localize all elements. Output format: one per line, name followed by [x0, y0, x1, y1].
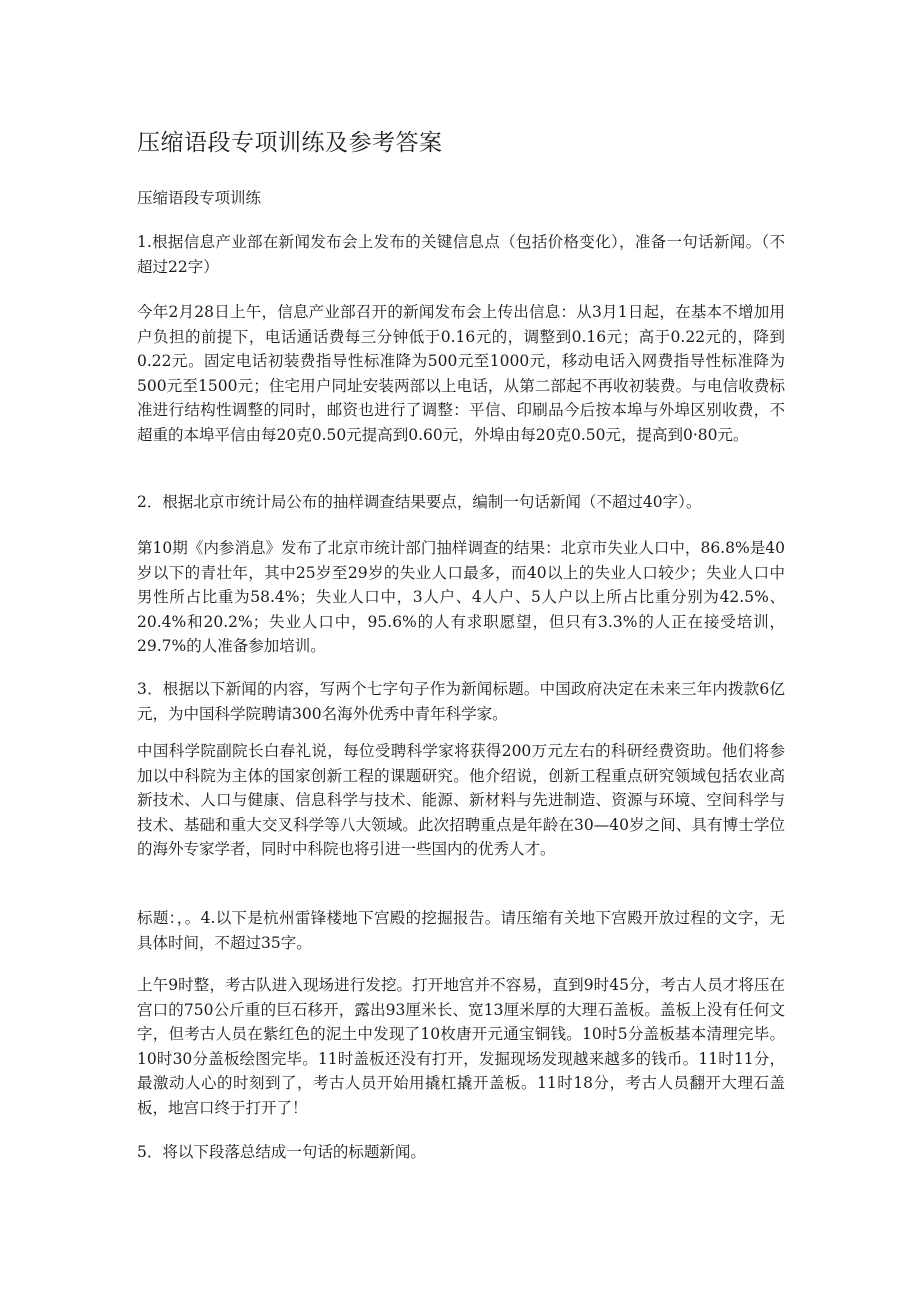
- document-title: 压缩语段专项训练及参考答案: [137, 130, 443, 156]
- question-2: 2．根据北京市统计局公布的抽样调查结果要点，编制一句话新闻（不超过40字）。: [137, 493, 702, 511]
- question-1: 1.根据信息产业部在新闻发布会上发布的关键信息点（包括价格变化），准备一句话新闻。（不超过22字）: [137, 233, 785, 276]
- passage-3: 中国科学院副院长白春礼说，每位受聘科学家将获得200万元左右的科研经费资助。他们将参加以中科院为主体的国家创新工程的课题研究。他介绍说，创新工程重点研究领域包括农业高新技术、人口与健康、信息科学与技术、能源、新材料与先进制造、资源与环境、空间科学与技术、基础和重大交叉科学等八大领域。此次招聘重点是年龄在30—40岁之间、具有博士学位的海外专家学者，同时中科院也将引进一些国内的优秀人才。: [137, 742, 785, 858]
- section-subtitle: 压缩语段专项训练: [137, 189, 262, 207]
- question-3: 3．根据以下新闻的内容，写两个七字句子作为新闻标题。中国政府决定在未来三年内拨款6亿元，为中国科学院聘请300名海外优秀中青年科学家。: [137, 680, 785, 723]
- passage-1: 今年2月28日上午，信息产业部召开的新闻发布会上传出信息：从3月1日起，在基本不增加用户负担的前提下，电话通话费每三分钟低于0.16元的，调整到0.16元；高于0.22元的，降到0.22元。固定电话初装费指导性标准降为500元至1000元，移动电话入网费指导性标准降为500元至1500元；住宅用户同址安装两部以上电话，从第二部起不再收初装费。与电信收费标准进行结构性调整的同时，邮资也进行了调整：平信、印刷品今后按本埠与外埠区别收费，不超重的本埠平信由每20克0.50元提高到0.60元，外埠由每20克0.50元，提高到0·80元。: [137, 303, 785, 444]
- question-4: 标题：，。4.以下是杭州雷锋楼地下宫殿的挖掘报告。请压缩有关地下宫殿开放过程的文字，无具体时间，不超过35字。: [137, 909, 785, 952]
- passage-4: 上午9时整，考古队进入现场进行发挖。打开地宫并不容易，直到9时45分，考古人员才将压在宫口的750公斤重的巨石移开，露出93厘米长、宽13厘米厚的大理石盖板。盖板上没有任何文字，但考古人员在紫红色的泥土中发现了10枚唐开元通宝铜钱。10时5分盖板基本清理完毕。10时30分盖板绘图完毕。11时盖板还没有打开，发掘现场发现越来越多的钱币。11时11分，最激动人心的时刻到了，考古人员开始用撬杠撬开盖板。11时18分，考古人员翻开大理石盖板，地宫口终于打开了！: [137, 976, 785, 1117]
- question-5: 5．将以下段落总结成一句话的标题新闻。: [137, 1143, 426, 1161]
- passage-2: 第10期《内参消息》发布了北京市统计部门抽样调查的结果：北京市失业人口中，86.8%是40岁以下的青壮年，其中25岁至29岁的失业人口最多，而40以上的失业人口较少；失业人口中男性所占比重为58.4%；失业人口中，3人户、4人户、5人户以上所占比重分别为42.5%、20.4%和20.2%；失业人口中，95.6%的人有求职愿望，但只有3.3%的人正在接受培训，29.7%的人准备参加培训。: [137, 539, 785, 655]
